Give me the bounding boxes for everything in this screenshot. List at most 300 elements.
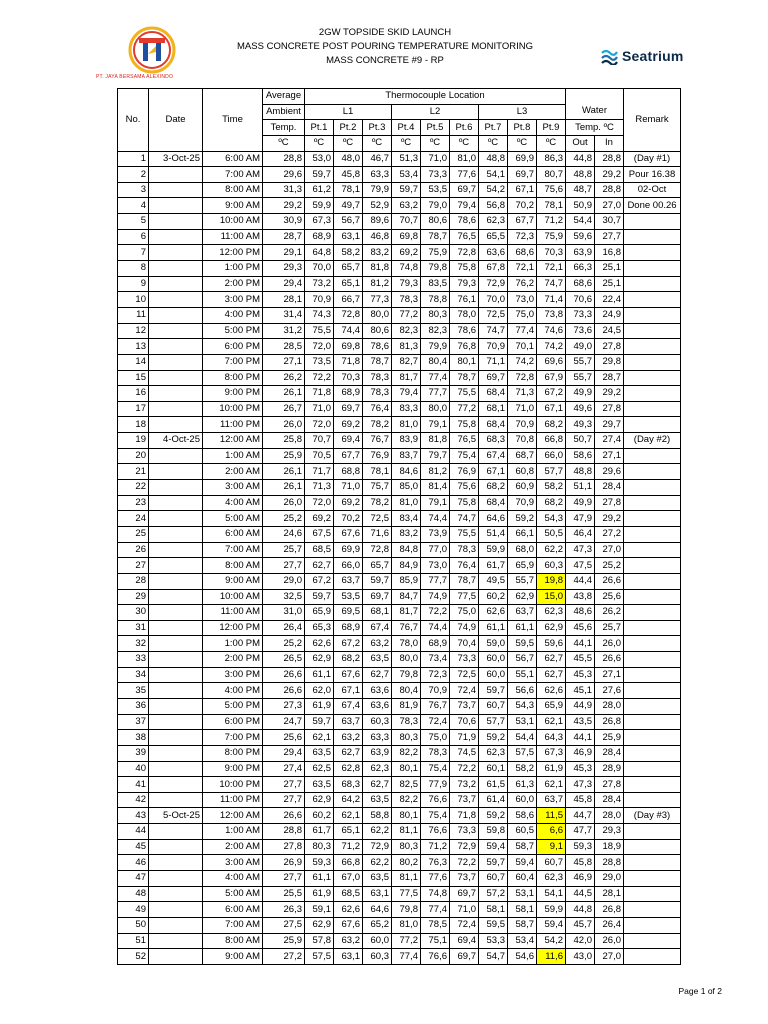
cell-avg-ambient: 26,1	[263, 480, 305, 496]
col-header-avg-4: ºC	[263, 135, 305, 151]
cell-time: 9:00 AM	[203, 573, 263, 589]
cell-pt-2: 68,2	[334, 652, 363, 668]
cell-avg-ambient: 27,7	[263, 792, 305, 808]
cell-no: 44	[118, 824, 149, 840]
cell-remark	[624, 839, 681, 855]
cell-pt-5: 77,0	[421, 542, 450, 558]
cell-remark	[624, 417, 681, 433]
cell-pt-8: 75,0	[508, 307, 537, 323]
table-row	[118, 386, 681, 402]
cell-pt-1: 68,5	[305, 542, 334, 558]
cell-pt-9: 65,9	[537, 698, 566, 714]
point-header-5: Pt.5	[421, 120, 450, 136]
point-header-4: Pt.4	[392, 120, 421, 136]
cell-pt-1: 72,0	[305, 495, 334, 511]
cell-pt-3: 62,2	[363, 824, 392, 840]
cell-pt-4: 82,2	[392, 792, 421, 808]
cell-water-out: 47,3	[566, 777, 595, 793]
cell-avg-ambient: 29,1	[263, 245, 305, 261]
cell-pt-5: 75,4	[421, 761, 450, 777]
cell-pt-3: 63,6	[363, 698, 392, 714]
cell-avg-ambient: 26,0	[263, 417, 305, 433]
cell-pt-5: 74,4	[421, 511, 450, 527]
table-row	[118, 667, 681, 683]
cell-pt-6: 72,9	[450, 839, 479, 855]
cell-pt-2: 62,6	[334, 902, 363, 918]
cell-pt-4: 81,0	[392, 417, 421, 433]
cell-pt-1: 70,9	[305, 292, 334, 308]
cell-time: 4:00 AM	[203, 871, 263, 887]
cell-remark	[624, 667, 681, 683]
cell-remark	[624, 370, 681, 386]
cell-avg-ambient: 29,3	[263, 261, 305, 277]
cell-water-out: 43,5	[566, 714, 595, 730]
cell-remark	[624, 339, 681, 355]
table-row	[118, 151, 681, 167]
cell-pt-1: 53,0	[305, 151, 334, 167]
cell-pt-6: 76,4	[450, 558, 479, 574]
cell-date	[149, 761, 203, 777]
cell-pt-1: 62,9	[305, 917, 334, 933]
point-header-9: Pt.9	[537, 120, 566, 136]
table-row	[118, 542, 681, 558]
cell-water-in: 27,0	[595, 542, 624, 558]
cell-remark	[624, 464, 681, 480]
cell-pt-7: 72,9	[479, 276, 508, 292]
cell-pt-9: 57,7	[537, 464, 566, 480]
cell-pt-6: 75,0	[450, 605, 479, 621]
brand-name: Seatrium	[622, 48, 684, 64]
cell-pt-2: 67,7	[334, 448, 363, 464]
cell-pt-7: 48,8	[479, 151, 508, 167]
cell-pt-1: 73,2	[305, 276, 334, 292]
cell-date	[149, 620, 203, 636]
cell-pt-5: 77,9	[421, 777, 450, 793]
cell-pt-3: 81,8	[363, 261, 392, 277]
cell-pt-8: 59,2	[508, 511, 537, 527]
cell-remark	[624, 761, 681, 777]
cell-pt-4: 84,8	[392, 542, 421, 558]
cell-pt-9: 9,1	[537, 839, 566, 855]
cell-date	[149, 871, 203, 887]
cell-water-out: 43,0	[566, 949, 595, 965]
cell-pt-6: 72,2	[450, 855, 479, 871]
cell-time: 1:00 PM	[203, 261, 263, 277]
cell-remark	[624, 652, 681, 668]
cell-water-in: 26,8	[595, 902, 624, 918]
cell-pt-3: 78,7	[363, 354, 392, 370]
cell-pt-4: 81,9	[392, 698, 421, 714]
cell-pt-2: 69,8	[334, 339, 363, 355]
cell-pt-7: 60,1	[479, 761, 508, 777]
cell-avg-ambient: 27,7	[263, 558, 305, 574]
cell-water-in: 25,2	[595, 558, 624, 574]
cell-date	[149, 542, 203, 558]
cell-pt-6: 76,8	[450, 339, 479, 355]
cell-date	[149, 949, 203, 965]
cell-pt-6: 73,7	[450, 698, 479, 714]
cell-pt-2: 78,1	[334, 182, 363, 198]
cell-avg-ambient: 27,3	[263, 698, 305, 714]
cell-pt-9: 50,5	[537, 526, 566, 542]
cell-pt-4: 82,3	[392, 323, 421, 339]
cell-time: 6:00 AM	[203, 526, 263, 542]
cell-remark	[624, 386, 681, 402]
cell-no: 22	[118, 480, 149, 496]
cell-pt-2: 74,4	[334, 323, 363, 339]
cell-water-in: 28,9	[595, 761, 624, 777]
cell-no: 15	[118, 370, 149, 386]
cell-pt-6: 71,8	[450, 808, 479, 824]
cell-pt-4: 80,1	[392, 808, 421, 824]
cell-pt-9: 69,6	[537, 354, 566, 370]
cell-pt-9: 19,8	[537, 573, 566, 589]
cell-pt-6: 69,7	[450, 182, 479, 198]
cell-date: 5-Oct-25	[149, 808, 203, 824]
cell-water-out: 44,8	[566, 151, 595, 167]
cell-pt-1: 62,1	[305, 730, 334, 746]
cell-pt-2: 68,5	[334, 886, 363, 902]
col-header-remark: Remark	[624, 89, 681, 152]
cell-water-out: 48,8	[566, 464, 595, 480]
cell-pt-3: 71,6	[363, 526, 392, 542]
cell-pt-8: 69,7	[508, 167, 537, 183]
cell-time: 8:00 PM	[203, 745, 263, 761]
cell-pt-5: 80,3	[421, 307, 450, 323]
cell-pt-8: 67,7	[508, 214, 537, 230]
cell-pt-2: 67,0	[334, 871, 363, 887]
cell-pt-2: 68,9	[334, 620, 363, 636]
cell-date	[149, 652, 203, 668]
cell-pt-8: 74,2	[508, 354, 537, 370]
cell-pt-3: 63,1	[363, 886, 392, 902]
cell-date	[149, 339, 203, 355]
cell-time: 4:00 PM	[203, 307, 263, 323]
cell-pt-3: 77,3	[363, 292, 392, 308]
cell-pt-6: 78,0	[450, 307, 479, 323]
cell-pt-2: 68,9	[334, 386, 363, 402]
cell-pt-8: 61,3	[508, 777, 537, 793]
cell-date	[149, 902, 203, 918]
cell-pt-2: 62,8	[334, 761, 363, 777]
group-header-l3: L3	[479, 104, 566, 120]
cell-water-out: 47,5	[566, 558, 595, 574]
cell-pt-3: 65,7	[363, 558, 392, 574]
cell-pt-5: 80,4	[421, 354, 450, 370]
cell-remark	[624, 558, 681, 574]
cell-pt-3: 63,2	[363, 636, 392, 652]
cell-avg-ambient: 26,7	[263, 401, 305, 417]
cell-pt-5: 76,7	[421, 698, 450, 714]
cell-pt-8: 67,1	[508, 182, 537, 198]
cell-no: 21	[118, 464, 149, 480]
cell-date	[149, 323, 203, 339]
cell-no: 10	[118, 292, 149, 308]
cell-no: 17	[118, 401, 149, 417]
cell-time: 12:00 PM	[203, 245, 263, 261]
cell-water-out: 55,7	[566, 370, 595, 386]
cell-pt-6: 78,7	[450, 573, 479, 589]
cell-pt-1: 59,7	[305, 589, 334, 605]
title-line-2: MASS CONCRETE POST POURING TEMPERATURE MONITORING	[237, 41, 533, 52]
cell-date	[149, 886, 203, 902]
cell-water-in: 28,4	[595, 480, 624, 496]
table-row	[118, 245, 681, 261]
cell-pt-9: 62,6	[537, 683, 566, 699]
cell-pt-9: 71,4	[537, 292, 566, 308]
cell-pt-3: 52,9	[363, 198, 392, 214]
cell-water-out: 45,8	[566, 855, 595, 871]
cell-pt-3: 67,4	[363, 620, 392, 636]
logo-bar	[139, 38, 165, 43]
table-row	[118, 261, 681, 277]
cell-time: 3:00 AM	[203, 855, 263, 871]
cell-water-out: 45,6	[566, 620, 595, 636]
cell-date	[149, 198, 203, 214]
cell-pt-1: 59,1	[305, 902, 334, 918]
cell-pt-2: 63,1	[334, 949, 363, 965]
cell-pt-9: 63,7	[537, 792, 566, 808]
cell-pt-2: 71,0	[334, 480, 363, 496]
cell-date	[149, 511, 203, 527]
cell-pt-3: 68,1	[363, 605, 392, 621]
cell-water-out: 45,5	[566, 652, 595, 668]
cell-pt-9: 58,2	[537, 480, 566, 496]
cell-water-in: 27,4	[595, 433, 624, 449]
cell-pt-8: 62,9	[508, 589, 537, 605]
cell-pt-9: 62,3	[537, 871, 566, 887]
cell-pt-6: 74,5	[450, 745, 479, 761]
cell-pt-4: 81,7	[392, 370, 421, 386]
cell-water-out: 48,7	[566, 182, 595, 198]
cell-pt-4: 53,4	[392, 167, 421, 183]
cell-pt-7: 51,4	[479, 526, 508, 542]
cell-pt-2: 67,6	[334, 917, 363, 933]
cell-pt-9: 68,2	[537, 495, 566, 511]
cell-water-out: 51,1	[566, 480, 595, 496]
cell-pt-3: 59,7	[363, 573, 392, 589]
cell-pt-1: 57,5	[305, 949, 334, 965]
cell-pt-5: 80,0	[421, 401, 450, 417]
cell-pt-4: 83,4	[392, 511, 421, 527]
cell-pt-9: 86,3	[537, 151, 566, 167]
cell-no: 19	[118, 433, 149, 449]
cell-pt-7: 72,5	[479, 307, 508, 323]
cell-pt-6: 75,4	[450, 448, 479, 464]
cell-pt-1: 57,8	[305, 933, 334, 949]
cell-pt-7: 59,4	[479, 839, 508, 855]
cell-pt-3: 69,7	[363, 589, 392, 605]
cell-water-out: 59,6	[566, 229, 595, 245]
cell-remark	[624, 589, 681, 605]
cell-water-out: 45,1	[566, 683, 595, 699]
cell-pt-8: 54,3	[508, 698, 537, 714]
table-row	[118, 370, 681, 386]
cell-remark	[624, 917, 681, 933]
cell-time: 2:00 AM	[203, 464, 263, 480]
cell-pt-8: 71,0	[508, 401, 537, 417]
cell-pt-3: 89,6	[363, 214, 392, 230]
cell-pt-9: 64,3	[537, 730, 566, 746]
cell-remark	[624, 698, 681, 714]
cell-water-out: 48,8	[566, 167, 595, 183]
cell-pt-3: 63,5	[363, 652, 392, 668]
cell-water-out: 46,4	[566, 526, 595, 542]
cell-pt-1: 67,3	[305, 214, 334, 230]
cell-pt-6: 72,2	[450, 761, 479, 777]
cell-remark	[624, 307, 681, 323]
cell-water-out: 55,7	[566, 354, 595, 370]
cell-pt-2: 69,9	[334, 542, 363, 558]
cell-time: 5:00 PM	[203, 698, 263, 714]
cell-time: 6:00 AM	[203, 151, 263, 167]
point-header-2: Pt.2	[334, 120, 363, 136]
cell-no: 16	[118, 386, 149, 402]
cell-no: 13	[118, 339, 149, 355]
cell-pt-8: 59,4	[508, 855, 537, 871]
cell-pt-2: 69,4	[334, 433, 363, 449]
cell-avg-ambient: 27,5	[263, 917, 305, 933]
cell-pt-7: 54,2	[479, 182, 508, 198]
cell-no: 1	[118, 151, 149, 167]
cell-pt-1: 70,0	[305, 261, 334, 277]
cell-date	[149, 370, 203, 386]
cell-pt-2: 62,7	[334, 745, 363, 761]
table-row	[118, 933, 681, 949]
cell-pt-3: 78,6	[363, 339, 392, 355]
cell-pt-5: 79,9	[421, 339, 450, 355]
cell-pt-7: 54,7	[479, 949, 508, 965]
cell-pt-2: 45,8	[334, 167, 363, 183]
cell-pt-4: 80,1	[392, 761, 421, 777]
cell-pt-7: 60,7	[479, 871, 508, 887]
cell-pt-6: 69,4	[450, 933, 479, 949]
cell-water-in: 27,8	[595, 339, 624, 355]
cell-remark	[624, 949, 681, 965]
cell-pt-5: 79,7	[421, 448, 450, 464]
cell-pt-9: 68,2	[537, 417, 566, 433]
cell-water-in: 27,6	[595, 683, 624, 699]
cell-pt-3: 72,9	[363, 839, 392, 855]
cell-water-out: 49,6	[566, 401, 595, 417]
cell-pt-5: 76,6	[421, 792, 450, 808]
cell-pt-6: 70,4	[450, 636, 479, 652]
cell-pt-7: 53,3	[479, 933, 508, 949]
cell-pt-3: 72,5	[363, 511, 392, 527]
cell-no: 23	[118, 495, 149, 511]
cell-water-out: 49,3	[566, 417, 595, 433]
cell-no: 42	[118, 792, 149, 808]
cell-pt-5: 75,1	[421, 933, 450, 949]
cell-pt-7: 59,5	[479, 917, 508, 933]
cell-time: 4:00 PM	[203, 683, 263, 699]
cell-time: 8:00 PM	[203, 370, 263, 386]
cell-pt-4: 79,4	[392, 386, 421, 402]
cell-pt-6: 74,7	[450, 511, 479, 527]
cell-no: 29	[118, 589, 149, 605]
cell-water-out: 46,9	[566, 871, 595, 887]
cell-no: 31	[118, 620, 149, 636]
cell-water-in: 27,8	[595, 777, 624, 793]
cell-pt-5: 79,0	[421, 198, 450, 214]
cell-time: 2:00 AM	[203, 839, 263, 855]
table-row	[118, 292, 681, 308]
cell-no: 11	[118, 307, 149, 323]
cell-pt-7: 60,7	[479, 698, 508, 714]
cell-time: 5:00 AM	[203, 886, 263, 902]
cell-no: 48	[118, 886, 149, 902]
cell-avg-ambient: 26,4	[263, 620, 305, 636]
cell-water-in: 29,0	[595, 871, 624, 887]
cell-pt-5: 72,4	[421, 714, 450, 730]
cell-avg-ambient: 28,1	[263, 292, 305, 308]
cell-date	[149, 401, 203, 417]
cell-avg-ambient: 26,1	[263, 464, 305, 480]
brand-logo	[600, 46, 684, 66]
cell-avg-ambient: 25,5	[263, 886, 305, 902]
cell-water-out: 70,6	[566, 292, 595, 308]
cell-pt-9: 62,7	[537, 652, 566, 668]
cell-avg-ambient: 25,9	[263, 448, 305, 464]
cell-pt-3: 79,9	[363, 182, 392, 198]
cell-pt-6: 69,7	[450, 886, 479, 902]
cell-date	[149, 386, 203, 402]
cell-pt-6: 72,5	[450, 667, 479, 683]
cell-pt-7: 59,9	[479, 542, 508, 558]
cell-time: 5:00 AM	[203, 511, 263, 527]
cell-avg-ambient: 25,8	[263, 433, 305, 449]
cell-pt-8: 60,8	[508, 464, 537, 480]
cell-pt-2: 68,3	[334, 777, 363, 793]
cell-pt-1: 70,5	[305, 448, 334, 464]
cell-water-out: 45,7	[566, 917, 595, 933]
cell-pt-6: 75,6	[450, 480, 479, 496]
cell-pt-6: 73,3	[450, 652, 479, 668]
cell-water-in: 27,1	[595, 667, 624, 683]
table-row	[118, 855, 681, 871]
table-header	[118, 89, 681, 152]
cell-time: 6:00 AM	[203, 902, 263, 918]
cell-remark: Done 00.26	[624, 198, 681, 214]
cell-water-out: 54,4	[566, 214, 595, 230]
cell-pt-2: 66,0	[334, 558, 363, 574]
cell-pt-9: 74,7	[537, 276, 566, 292]
cell-pt-2: 65,7	[334, 261, 363, 277]
cell-no: 51	[118, 933, 149, 949]
cell-time: 7:00 AM	[203, 917, 263, 933]
cell-pt-9: 66,8	[537, 433, 566, 449]
cell-pt-5: 79,8	[421, 261, 450, 277]
cell-remark	[624, 902, 681, 918]
cell-pt-2: 53,5	[334, 589, 363, 605]
cell-pt-5: 74,4	[421, 620, 450, 636]
cell-pt-6: 72,8	[450, 245, 479, 261]
cell-time: 3:00 PM	[203, 667, 263, 683]
cell-no: 27	[118, 558, 149, 574]
cell-no: 33	[118, 652, 149, 668]
cell-avg-ambient: 28,8	[263, 824, 305, 840]
cell-pt-5: 82,3	[421, 323, 450, 339]
cell-pt-2: 63,2	[334, 933, 363, 949]
cell-time: 6:00 PM	[203, 714, 263, 730]
cell-pt-2: 58,2	[334, 245, 363, 261]
cell-no: 43	[118, 808, 149, 824]
cell-avg-ambient: 26,0	[263, 495, 305, 511]
cell-pt-1: 65,3	[305, 620, 334, 636]
title-line-3: MASS CONCRETE #9 - RP	[326, 55, 444, 66]
unit-header: ºC	[421, 135, 450, 151]
cell-no: 14	[118, 354, 149, 370]
